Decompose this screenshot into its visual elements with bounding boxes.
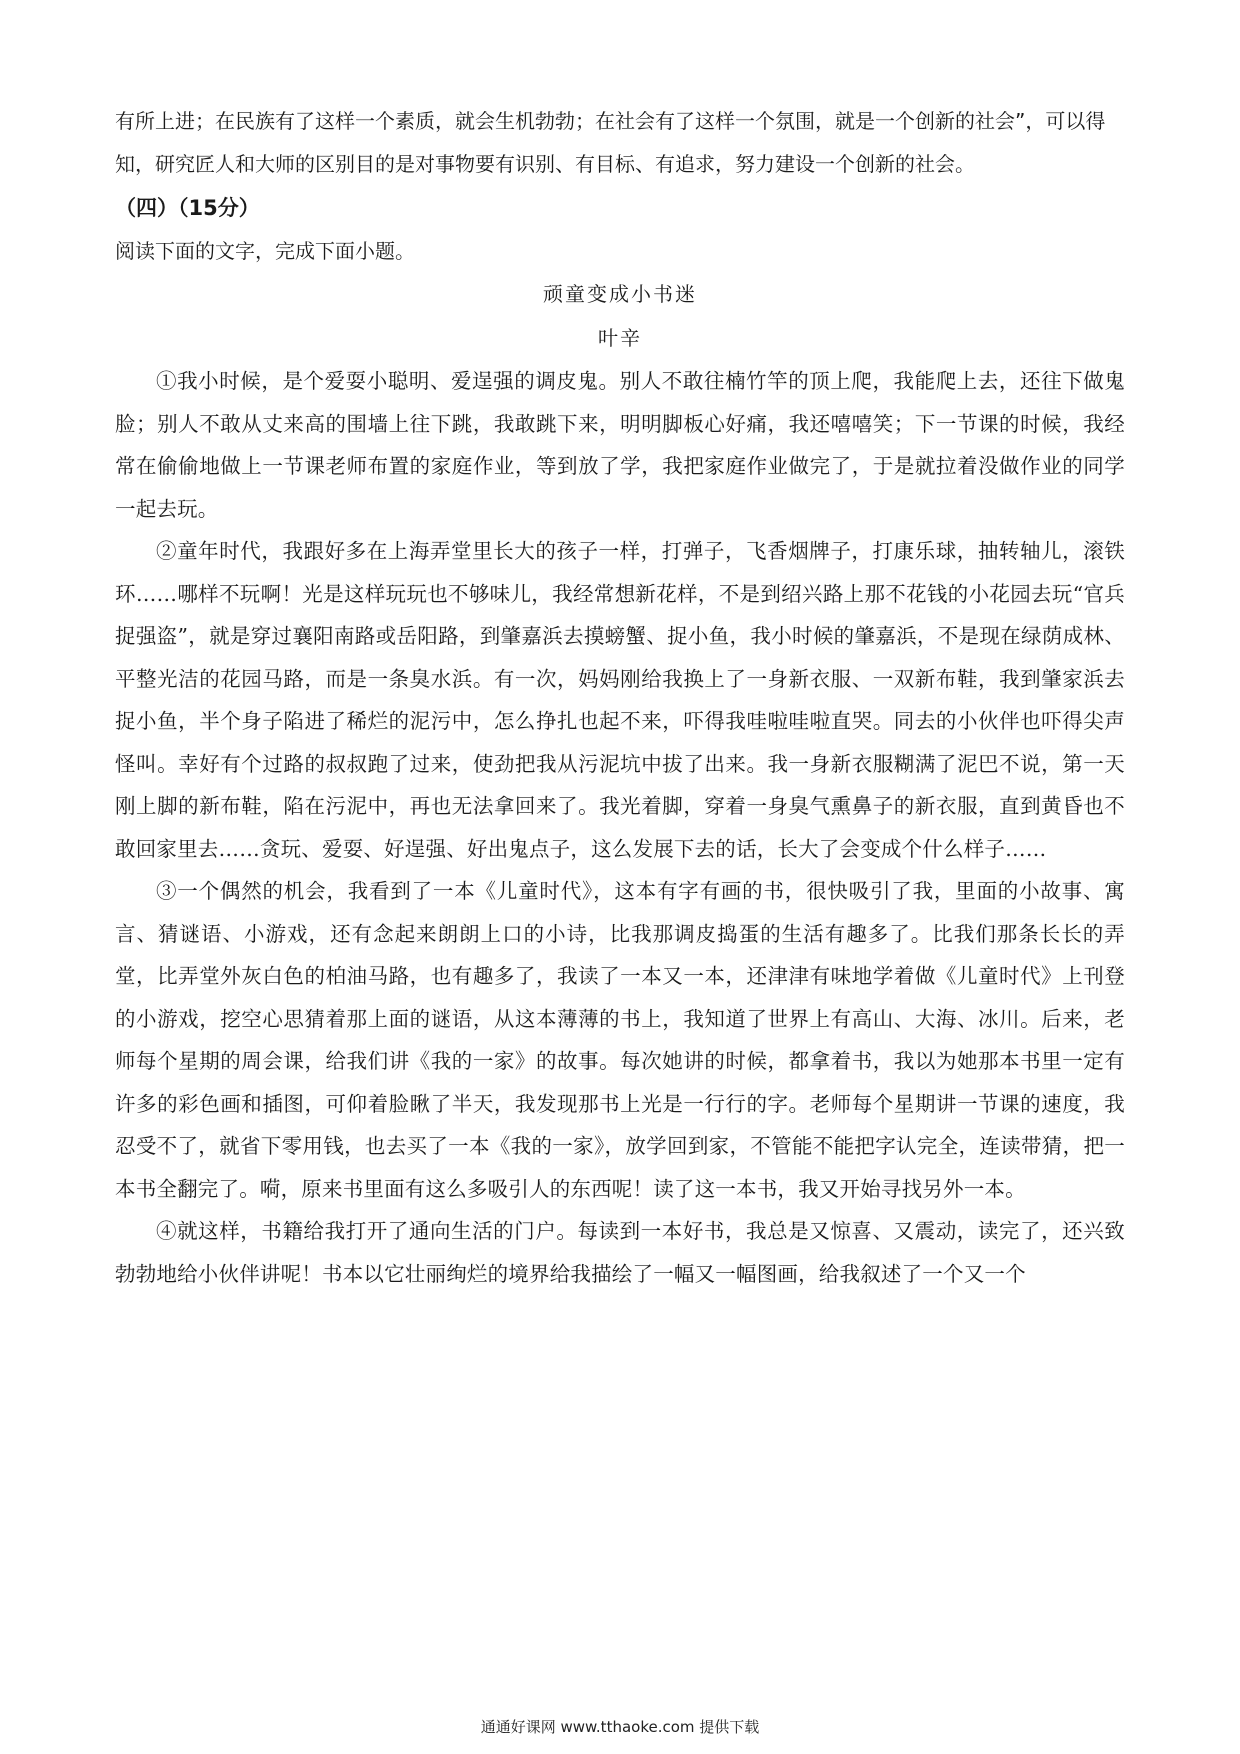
- article-paragraph-3: ③一个偶然的机会，我看到了一本《儿童时代》，这本有字有画的书，很快吸引了我，里面的小故事、寓言、猜谜语、小游戏，还有念起来朗朗上口的小诗，比我那调皮捣蛋的生活有趣多了。比我们那条长长的弄堂，比弄堂外灰白色的柏油马路，也有趣多了，我读了一本又一本，还津津有味地学着做《儿童时代》上刊登的小游戏，挖空心思猜着那上面的谜语，从这本薄薄的书上，我知道了世界上有高山、大海、冰川。后来，老师每个星期的周会课，给我们讲《我的一家》的故事。每次她讲的时候，都拿着书，我以为她那本书里一定有许多的彩色画和插图，可仰着脸瞅了半天，我发现那书上光是一行行的字。老师每个星期讲一节课的速度，我忍受不了，就省下零用钱，也去买了一本《我的一家》，放学回到家，不管能不能把字认完全，连读带猜，把一本书全翻完了。嗬，原来书里面有这么多吸引人的东西呢！读了这一本书，我又开始寻找另外一本。: [115, 879, 1125, 1201]
- previous-answer-continuation: 有所上进；在民族有了这样一个素质，就会生机勃勃；在社会有了这样一个氛围，就是一个创新的社会”，可以得知，研究匠人和大师的区别目的是对事物要有识别、有目标、有追求，努力建设一个创新的社会。: [115, 109, 1106, 176]
- section-heading: （四）（15分）: [115, 196, 260, 220]
- article-author: 叶辛: [598, 326, 642, 350]
- article-title: 顽童变成小书迷: [543, 282, 697, 306]
- section-instruction: 阅读下面的文字，完成下面小题。: [115, 238, 415, 263]
- article-paragraph-1: ①我小时候，是个爱耍小聪明、爱逞强的调皮鬼。别人不敢往楠竹竿的顶上爬，我能爬上去，还往下做鬼脸；别人不敢从丈来高的围墙上往下跳，我敢跳下来，明明脚板心好痛，我还嘻嘻笑；下一节课的时候，我经常在偷偷地做上一节课老师布置的家庭作业，等到放了学，我把家庭作业做完了，于是就拉着没做作业的同学一起去玩。: [115, 369, 1125, 521]
- page-content: [115, 100, 1125, 1295]
- article-paragraph-2: ②童年时代，我跟好多在上海弄堂里长大的孩子一样，打弹子，飞香烟牌子，打康乐球，抽转轴儿，滚铁环……哪样不玩啊！光是这样玩玩也不够味儿，我经常想新花样，不是到绍兴路上那不花钱的小花园去玩“官兵捉强盗”，就是穿过襄阳南路或岳阳路，到肇嘉浜去摸螃蟹、捉小鱼，我小时候的肇嘉浜，不是现在绿荫成林、平整光洁的花园马路，而是一条臭水浜。有一次，妈妈刚给我换上了一身新衣服、一双新布鞋，我到肇家浜去捉小鱼，半个身子陷进了稀烂的泥污中，怎么挣扎也起不来，吓得我哇啦哇啦直哭。同去的小伙伴也吓得尖声怪叫。幸好有个过路的叔叔跑了过来，使劲把我从污泥坑中拔了出来。我一身新衣服糊满了泥巴不说，第一天刚上脚的新布鞋，陷在污泥中，再也无法拿回来了。我光着脚，穿着一身臭气熏鼻子的新衣服，直到黄昏也不敢回家里去……贪玩、爱耍、好逞强、好出鬼点子，这么发展下去的话，长大了会变成个什么样子……: [115, 539, 1125, 861]
- page-footer: 通通好课网 www.tthaoke.com 提供下载: [480, 1718, 760, 1736]
- article-paragraph-4: ④就这样，书籍给我打开了通向生活的门户。每读到一本好书，我总是又惊喜、又震动，读完了，还兴致勃勃地给小伙伴讲呢！书本以它壮丽绚烂的境界给我描绘了一幅又一幅图画，给我叙述了一个又一个: [115, 1219, 1125, 1286]
